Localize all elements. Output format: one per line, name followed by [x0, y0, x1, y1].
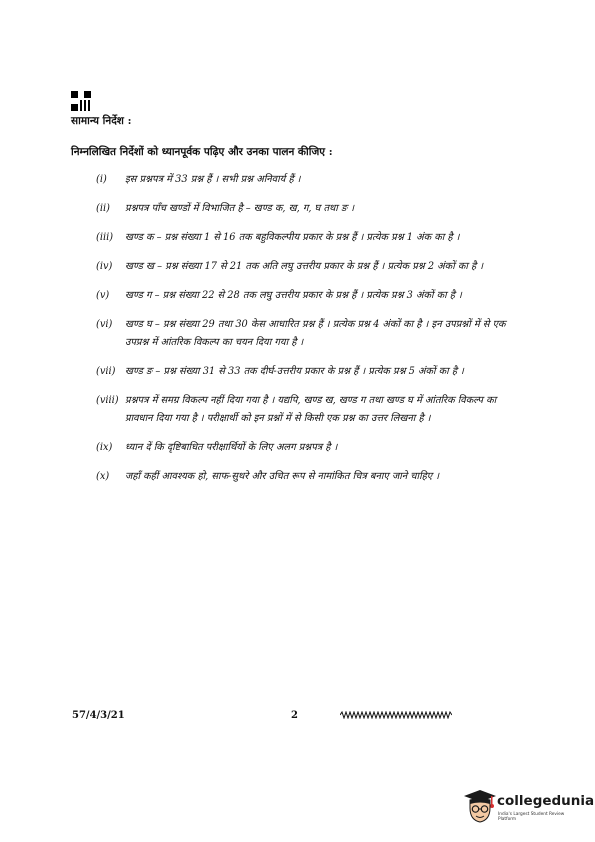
instruction-line: निम्नलिखित निर्देशों को ध्यानपूर्वक पढ़िए और उनका पालन कीजिए : [71, 146, 333, 158]
item-text: खण्ड क – प्रश्न संख्या 1 से 16 तक बहुविकल्पीय प्रकार के प्रश्न हैं । प्रत्येक प्रश्न 1 अंक का है । [125, 232, 460, 243]
brand-tagline: India's Largest Student Review Platform [498, 812, 565, 822]
list-item [96, 363, 521, 381]
item-number: (vii) [96, 366, 116, 377]
student-mascot-icon [463, 788, 497, 826]
list-item [96, 287, 521, 305]
item-number: (i) [96, 174, 107, 185]
item-number: (iii) [96, 232, 114, 243]
item-text: खण्ड घ – प्रश्न संख्या 29 तथा 30 केस आधारित प्रश्न हैं । प्रत्येक प्रश्न 4 अंकों का है । इन उपप्रश्नों में से एक उपप्रश्न में आंतरिक विकल्प का चयन दिया गया है । [125, 319, 506, 348]
brand-name: collegedunia [497, 793, 595, 809]
list-item [96, 439, 521, 457]
item-number: (vi) [96, 319, 113, 330]
list-item [96, 171, 521, 189]
item-text: प्रश्नपत्र में समग्र विकल्प नहीं दिया गया है । यद्यपि, खण्ड ख, खण्ड ग तथा खण्ड घ में आंतरिक विकल्प का प्रावधान दिया गया है । परीक्षार्थी को इन प्रश्नों में से किसी एक प्रश्न का उत्तर लिखना है । [125, 395, 497, 424]
item-text: खण्ड ग – प्रश्न संख्या 22 से 28 तक लघु उत्तरीय प्रकार के प्रश्न हैं । प्रत्येक प्रश्न 3 अंकों का है । [125, 290, 462, 301]
instruction-list [96, 171, 521, 486]
list-item [96, 200, 521, 218]
list-item [96, 258, 521, 276]
item-number: (ix) [96, 442, 113, 453]
item-text: ध्यान दें कि दृष्टिबाधित परीक्षार्थियों के लिए अलग प्रश्नपत्र है । [125, 442, 338, 453]
item-text: जहाँ कहीं आवश्यक हो, साफ-सुथरे और उचित रूप से नामांकित चित्र बनाए जाने चाहिए । [125, 471, 440, 482]
item-number: (ii) [96, 203, 110, 214]
list-item [96, 316, 521, 352]
list-item [96, 392, 521, 428]
section-title: सामान्य निर्देश : [71, 115, 132, 127]
item-number: (iv) [96, 261, 113, 272]
item-text: खण्ड ख – प्रश्न संख्या 17 से 21 तक अति लघु उत्तरीय प्रकार के प्रश्न हैं । प्रत्येक प्रश्न 2 अंकों का है । [125, 261, 484, 272]
item-number: (v) [96, 290, 110, 301]
item-text: खण्ड ङ – प्रश्न संख्या 31 से 33 तक दीर्घ-उत्तरीय प्रकार के प्रश्न हैं । प्रत्येक प्रश्न 5 अंकों का है । [125, 366, 464, 377]
qr-code-icon [71, 91, 91, 111]
item-number: (x) [96, 471, 110, 482]
item-text: प्रश्नपत्र पाँच खण्डों में विभाजित है – खण्ड क, ख, ग, घ तथा ङ । [125, 203, 355, 214]
item-text: इस प्रश्नपत्र में 33 प्रश्न हैं । सभी प्रश्न अनिवार्य हैं । [125, 174, 301, 185]
squiggle-line-icon [340, 711, 452, 719]
page-number: 2 [291, 710, 298, 721]
list-item [96, 468, 521, 486]
collegedunia-logo [463, 788, 595, 828]
paper-code: 57/4/3/21 [72, 710, 125, 721]
item-number: (viii) [96, 395, 119, 406]
list-item [96, 229, 521, 247]
